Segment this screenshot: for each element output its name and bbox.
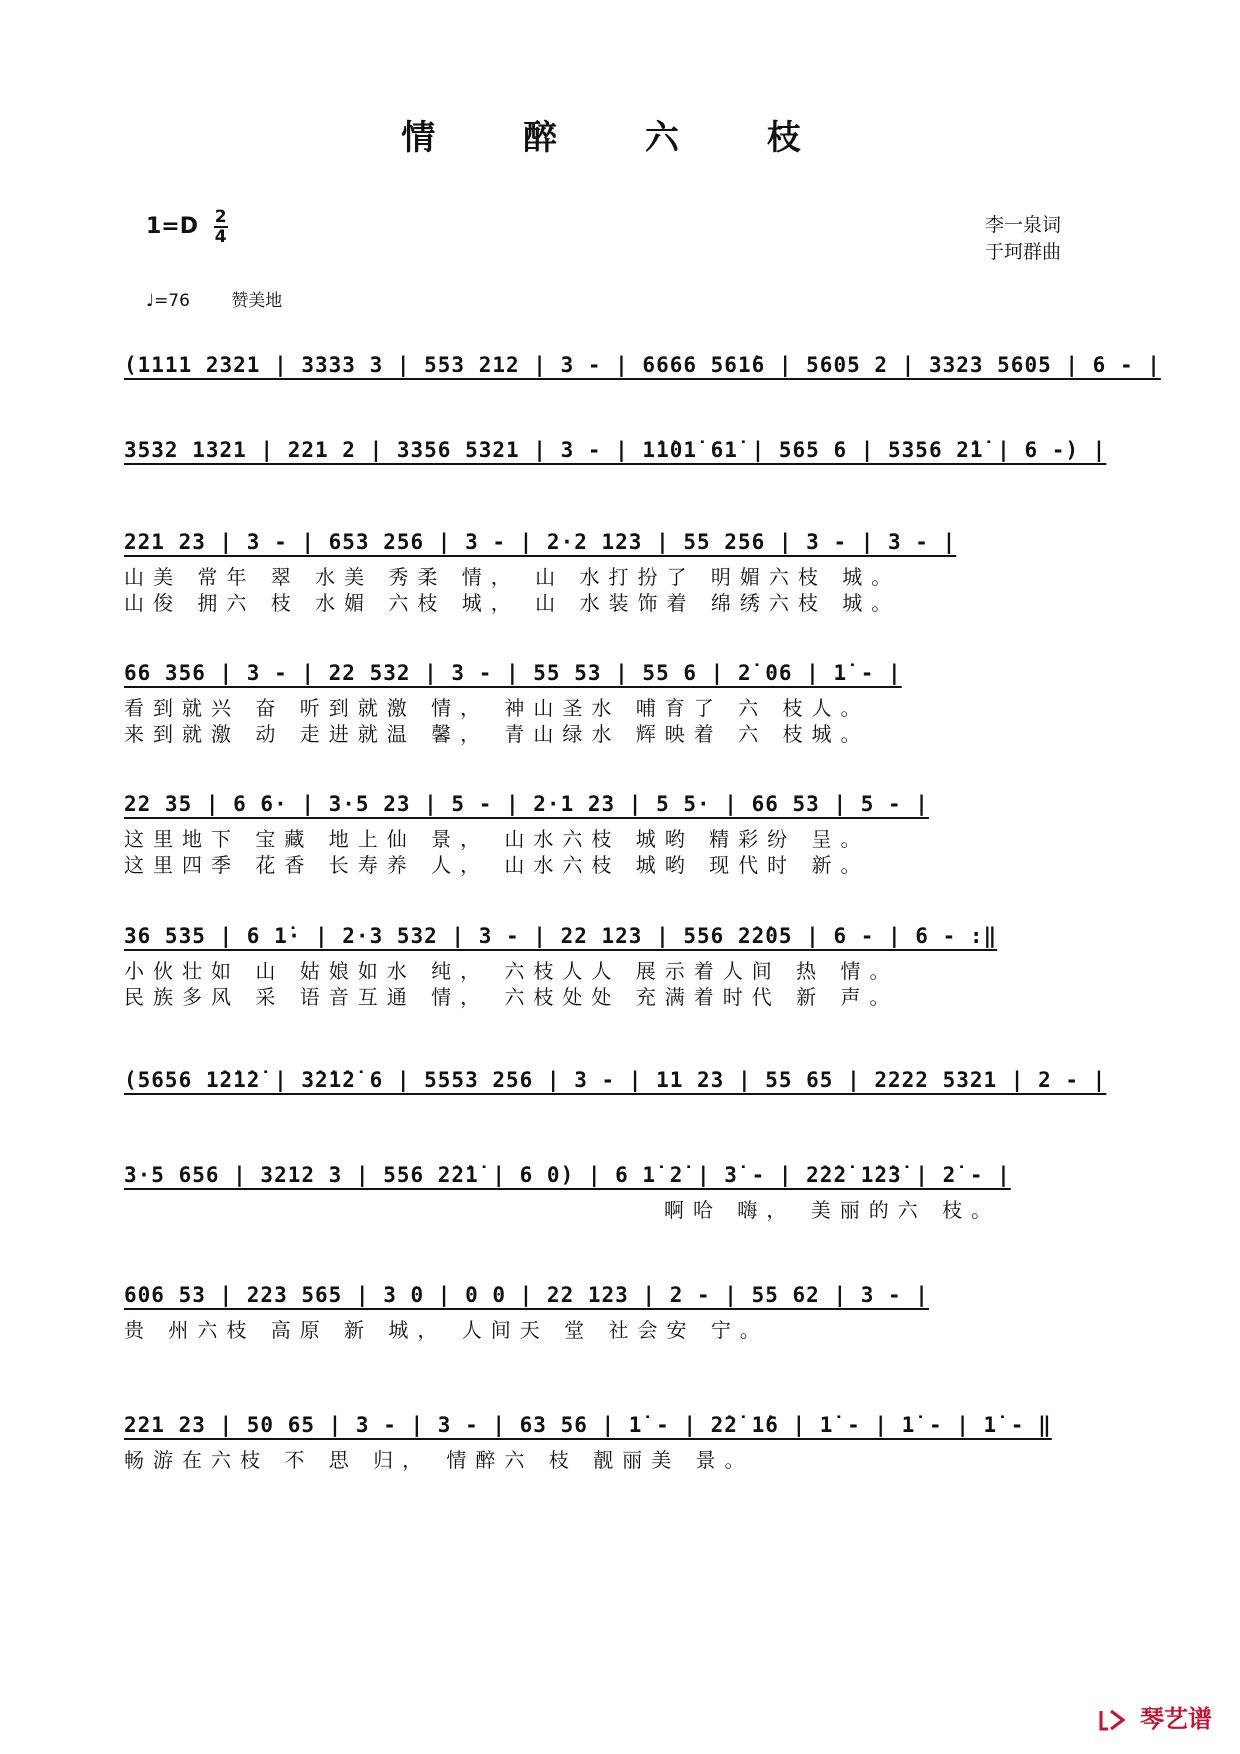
brand-text: 琴艺谱 — [1140, 1705, 1212, 1733]
expression-marking: 赞美地 — [231, 291, 283, 311]
key-text: 1=D — [146, 214, 199, 239]
time-sig-bottom: 4 — [214, 227, 227, 247]
melody-line: 606 53 | 223 565 | 3 0 | 0 0 | 22 123 | 2 - | 55 62 | 3 - | — [124, 1283, 929, 1307]
lyric-line-1: 小伙壮如 山 姑娘如水 纯， 六枝人人 展示着人间 热 情。 — [124, 959, 899, 983]
score-row-3 — [124, 530, 1120, 616]
melody-line: 3·5 656 | 3212 3 | 556 2̇2̇1̇ | 6 0) | 6 1̇ 2̇ | 3̇ - | 2̇2̇2̇ 1̇2̇3̇ | 2̇ - | — [124, 1163, 1011, 1187]
score-row-4 — [124, 661, 1120, 747]
lyric-line-1: 畅游在六枝 不 思 归， 情醉六 枝 靓丽美 景。 — [124, 1448, 754, 1472]
melody-line: 22 35 | 6 6· | 3·5 23 | 5 - | 2·1 23 | 5 5· | 66 53 | 5 - | — [124, 792, 929, 816]
score-row-10 — [124, 1413, 1120, 1473]
melody-line: 66 356 | 3 - | 22 532 | 3 - | 55 53 | 55 6 | 2̇ 06 | 1̇ - | — [124, 661, 902, 685]
lyric-line-2: 这里四季 花香 长寿养 人， 山水六枝 城哟 现代时 新。 — [124, 853, 870, 877]
time-signature — [214, 208, 228, 246]
score-row-1 — [124, 353, 1161, 387]
composer: 于珂群曲 — [985, 241, 1062, 263]
lyric-line-1: 啊哈 嗨， 美丽的六 枝。 — [664, 1198, 1001, 1222]
lyric-line-1: 贵 州六枝 高原 新 城， 人间天 堂 社会安 宁。 — [124, 1318, 769, 1342]
score-row-6 — [124, 924, 1120, 1010]
lyric-line-1: 这里地下 宝藏 地上仙 景， 山水六枝 城哟 精彩纷 呈。 — [124, 827, 870, 851]
score-row-7 — [124, 1068, 1120, 1102]
melody-line: 36 535 | 6 1̇· | 2·3 532 | 3 - | 22 123 | 556 2̇2̇05 | 6 - | 6 - :‖ — [124, 924, 998, 948]
lyric-line-1: 看到就兴 奋 听到就激 情， 神山圣水 哺育了 六 枝人。 — [124, 696, 870, 720]
score-row-8 — [124, 1163, 1120, 1223]
score-row-9 — [124, 1283, 1120, 1343]
score-row-2 — [124, 438, 1120, 472]
melody-line: 3532 1321 | 221 2 | 3356 5321 | 3 - | 1̇1̇01̇ 61̇ | 565 6 | 5356 2̇1̇ | 6 -) | — [124, 438, 1107, 462]
lyric-line-2: 民族多风 采 语音互通 情， 六枝处处 充满着时代 新 声。 — [124, 985, 899, 1009]
credits — [985, 212, 1061, 266]
melody-line: (5656 1̇2̇1̇2̇ | 3̇2̇1̇2̇ 6 | 5553 256 | 3 - | 11 23 | 55 65 | 2222 5321 | 2 - | — [124, 1068, 1107, 1092]
brand-logo-icon — [1098, 1707, 1126, 1733]
tempo-value: ♩=76 — [146, 291, 190, 311]
melody-line: 221 23 | 3 - | 653 256 | 3 - | 2·2 123 | 55 256 | 3 - | 3 - | — [124, 530, 957, 554]
key-signature — [146, 208, 228, 246]
tempo-marking — [146, 286, 282, 311]
score-row-5 — [124, 792, 1120, 878]
song-title: 情 醉 六 枝 — [401, 118, 839, 158]
melody-line: (1111 2321 | 3333 3 | 553 212 | 3 - | 6666 561̇6 | 5605 2 | 3323 5605 | 6 - | — [124, 353, 1161, 377]
lyric-line-1: 山美 常年 翠 水美 秀柔 情， 山 水打扮了 明媚六枝 城。 — [124, 565, 901, 589]
lyricist: 李一泉词 — [985, 214, 1062, 236]
melody-line: 221 23 | 50 65 | 3 - | 3 - | 63 56 | 1̇ - | 2̇2̇ 1̇6 | 1̇ - | 1̇ - | 1̇ - ‖ — [124, 1413, 1052, 1437]
time-sig-top: 2 — [214, 207, 227, 227]
lyric-line-2: 来到就激 动 走进就温 馨， 青山绿水 辉映着 六 枝城。 — [124, 722, 870, 746]
brand-watermark — [1098, 1699, 1212, 1734]
lyric-line-2: 山俊 拥六 枝 水媚 六枝 城， 山 水装饰着 绵绣六枝 城。 — [124, 591, 901, 615]
